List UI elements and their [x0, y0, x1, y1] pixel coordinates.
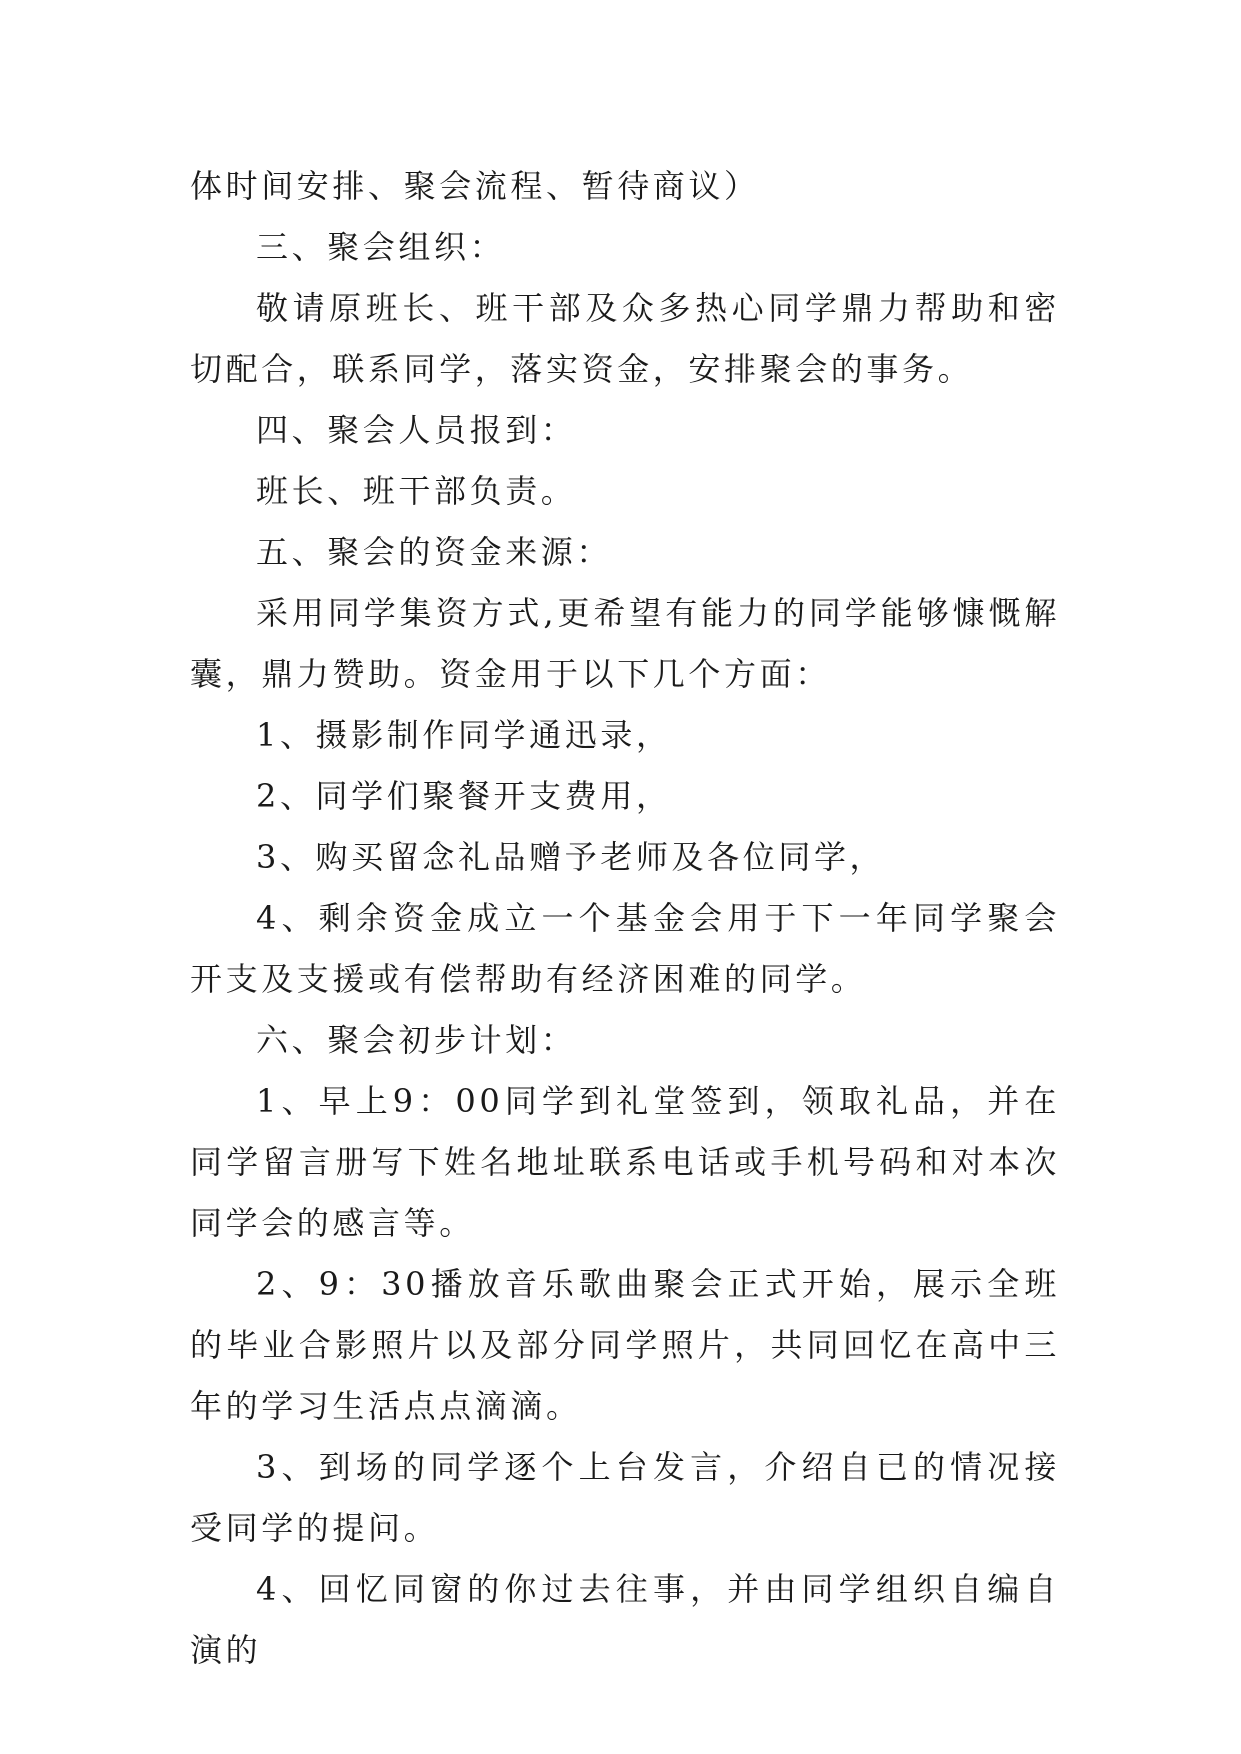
list-item: 2、同学们聚餐开支费用，: [256, 777, 672, 815]
paragraph-funding: 采用同学集资方式,更希望有能力的同学能够慷慨解囊，鼎力赞助。资金用于以下几个方面：: [190, 594, 1060, 693]
plan-item: 3、到场的同学逐个上台发言，介绍自已的情况接受同学的提问。: [190, 1448, 1060, 1547]
plan-item: 4、回忆同窗的你过去往事，并由同学组织自编自演的: [190, 1570, 1060, 1669]
heading-funding: 五、聚会的资金来源：: [256, 533, 613, 571]
plan-item: 1、早上9：00同学到礼堂签到，领取礼品，并在同学留言册写下姓名地址联系电话或手机号码和对本次同学会的感言等。: [190, 1082, 1060, 1242]
plan-item: 2、9：30播放音乐歌曲聚会正式开始，展示全班的毕业合影照片以及部分同学照片，共同回忆在高中三年的学习生活点点滴滴。: [190, 1265, 1060, 1425]
paragraph-organization: 敬请原班长、班干部及众多热心同学鼎力帮助和密切配合，联系同学，落实资金，安排聚会的事务。: [190, 289, 1060, 388]
list-item: 1、摄影制作同学通迅录，: [256, 716, 672, 754]
heading-plan: 六、聚会初步计划：: [256, 1021, 577, 1059]
paragraph-continuation: 体时间安排、聚会流程、暂待商议）: [190, 167, 760, 205]
heading-organization: 三、聚会组织：: [256, 228, 506, 266]
list-item: 3、购买留念礼品赠予老师及各位同学，: [256, 838, 886, 876]
list-item: 4、剩余资金成立一个基金会用于下一年同学聚会开支及支援或有偿帮助有经济困难的同学。: [190, 899, 1060, 998]
paragraph-registration: 班长、班干部负责。: [256, 472, 577, 510]
document-body: [190, 156, 1060, 1681]
heading-registration: 四、聚会人员报到：: [256, 411, 577, 449]
